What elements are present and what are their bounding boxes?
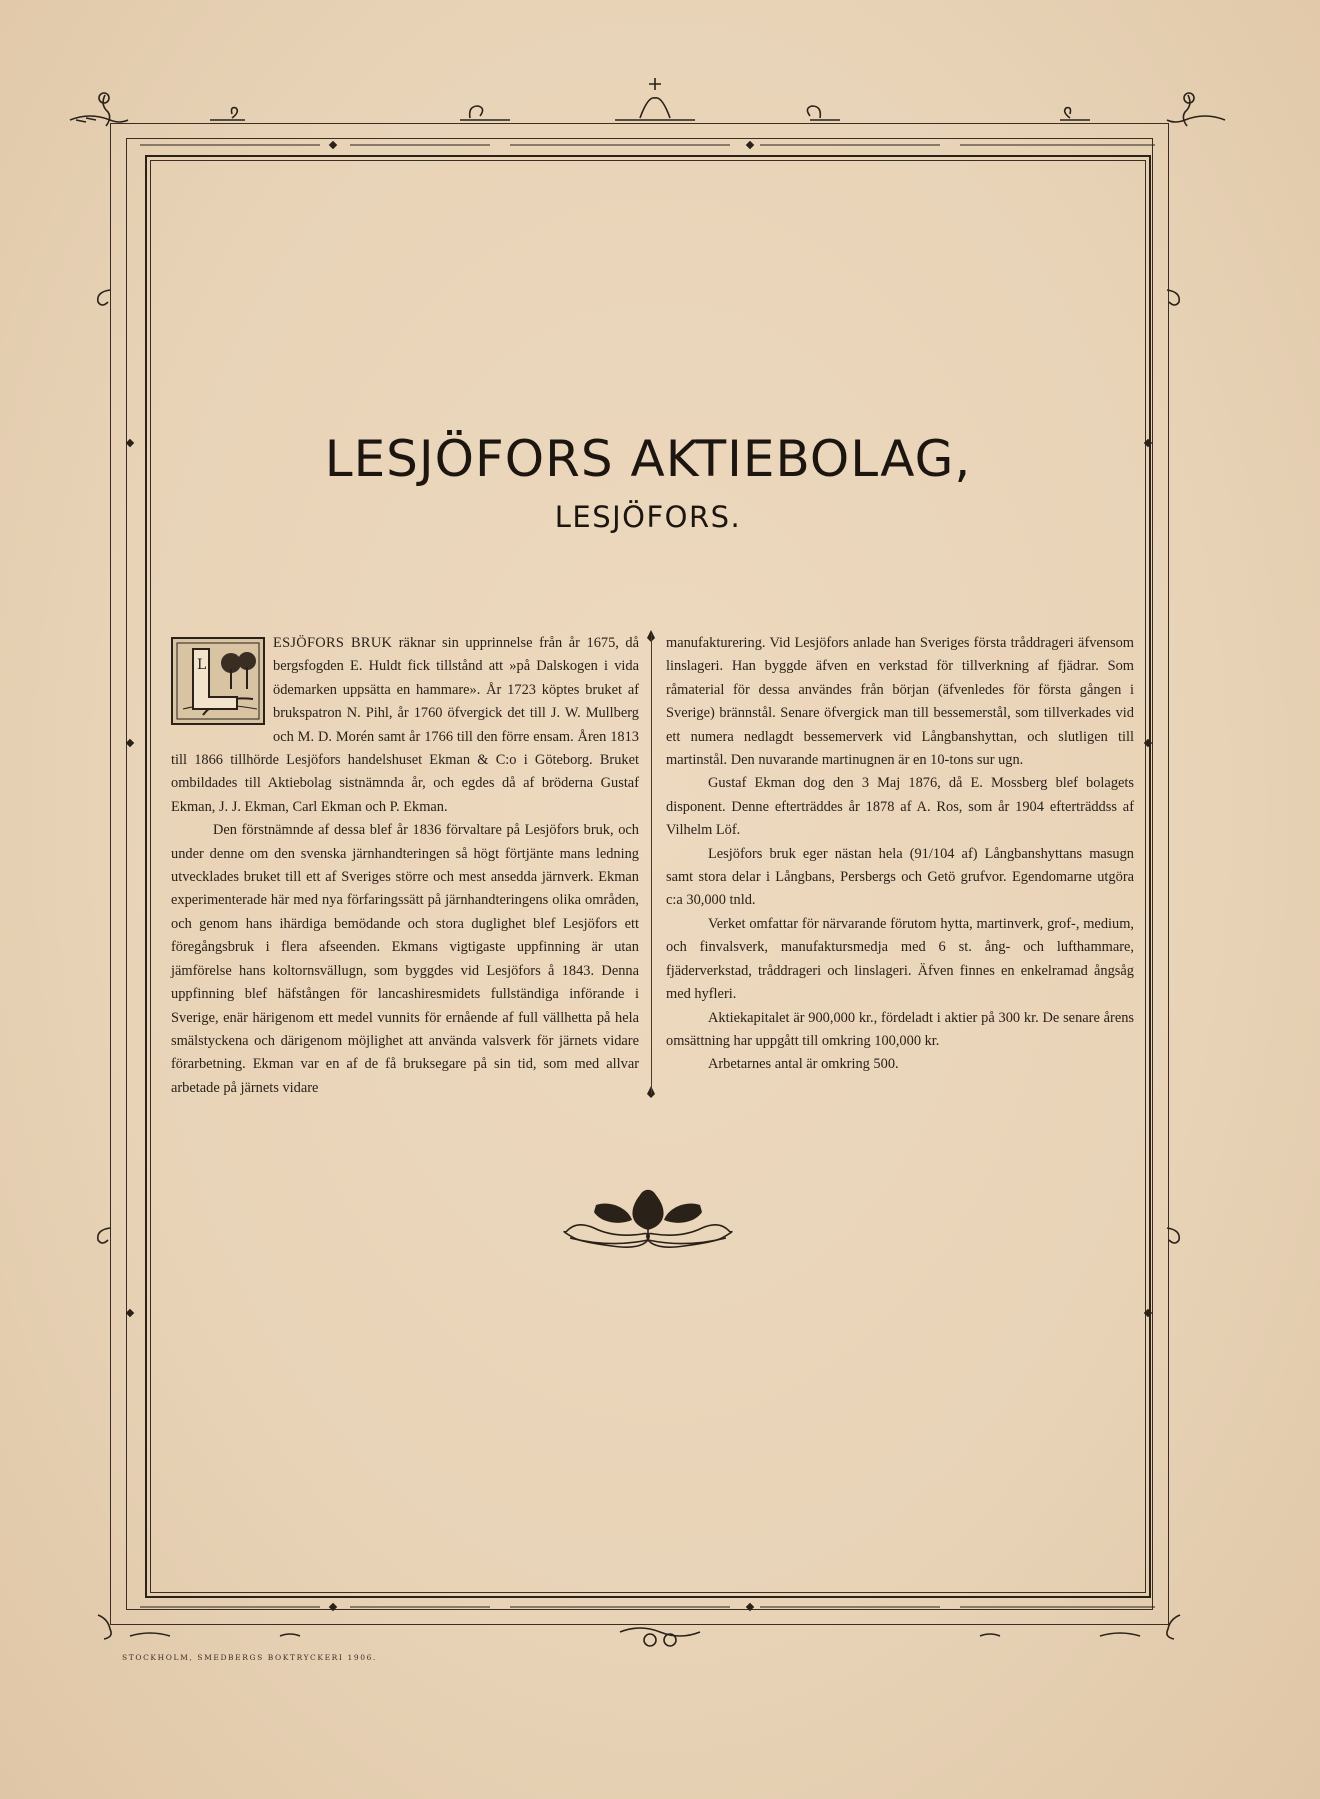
column-divider — [651, 634, 652, 1094]
left-paragraph-2: Den förstnämnde af dessa blef år 1836 förvaltare på Lesjöfors bruk, och under denne om den svenska järnhandteringen så högt förtjänte mans ledning utvecklades bruket till ett af Sveriges större och mest ansedda järnverk. Ekman experimenterade här med nya förfaringssätt på järnhandteringens olika områden, och genom hans ihärdiga bemödande och stora duglighet blef Lesjöfors ett föregångsbruk i flera afseenden. Ekmans vigtigaste uppfinning är utan jämförelse hans koltornsvällugn, som byggdes vid Lesjöfors å 1843. Denna uppfinning blef häfstången för lancashiresmidets fullständiga införande i Sverige, enär härigenom ett medel vunnits för ernående af full vällhetta på hela smälstyckena och därigenom möjlighet att använda valsverk för järnets vidare förarbetning. Ekman var en af de få bruksegare på sin tid, som med allvar arbetade på järnets vidare — [171, 822, 639, 1096]
right-column — [666, 632, 1134, 1077]
right-paragraph-6: Arbetarnes antal är omkring 500. — [708, 1056, 899, 1073]
page-title: LESJÖFORS AKTIEBOLAG, — [324, 430, 972, 488]
page-subtitle: LESJÖFORS. — [554, 500, 742, 534]
left-paragraph-1: ESJÖFORS BRUK räknar sin upprinnelse från år 1675, då bergsfogden E. Huldt fick tillstånd att »på Dalskogen i vida ödemarken uppsätta en hammare». År 1723 köptes bruket af brukspatron N. Pihl, år 1760 öfvergick det till J. W. Mullberg och M. D. Morén samt år 1766 till den förre ensam. Åren 1813 till 1866 tillhörde Lesjöfors handelshuset Ekman & C:o i Göteborg. Bruket ombildades till Aktiebolag sistnämnda år, och egdes då af bröderna Gustaf Ekman, J. J. Ekman, Carl Ekman och P. Ekman. — [171, 635, 639, 815]
corner-flourish-top-right-icon — [1167, 93, 1225, 126]
lead-words: ESJÖFORS BRUK — [273, 635, 393, 651]
left-column — [171, 632, 639, 1100]
corner-flourish-top-left-icon — [70, 93, 128, 126]
top-scroll-icon — [210, 78, 1090, 120]
leaf-ornament-icon — [564, 1190, 732, 1247]
right-paragraph-1: manufakturering. Vid Lesjöfors anlade han Sveriges första tråddrageri äfvensom linslageri. Han byggde äfven en verkstad för tillverkning af fjädrar. Som råmaterial för dessa användes från början (äfvenledes för första gången i Sverige) brännstål. Senare öfvergick man till bessemerstål, som tillverkades vid ett numera nedlagdt bessemerverk vid Långbanshyttan, och slutligen till martinstål. Den nuvarande martinugnen är en 10-tons sur ugn. — [666, 635, 1134, 769]
drop-cap-letter: L — [197, 657, 207, 673]
printer-colophon: STOCKHOLM, SMEDBERGS BOKTRYCKERI 1906. — [122, 1653, 377, 1662]
right-paragraph-4: Verket omfattar för närvarande förutom hytta, martinverk, grof-, medium, och finvalsverk, manufaktursmedja med 6 st. ång- och lufthammare, fjäderverkstad, tråddrageri och linslageri. Äfven finnes en enkelramad ångsåg med hyfleri. — [666, 915, 1134, 1003]
drop-cap-illustration — [171, 637, 265, 725]
right-paragraph-3: Lesjöfors bruk eger nästan hela (91/104 af) Långbanshyttans masugn samt stora delar i Långbans, Persbergs och Getö grufvor. Egendomarne utgöra c:a 30,000 tnld. — [666, 845, 1134, 909]
right-paragraph-2: Gustaf Ekman dog den 3 Maj 1876, då E. Mossberg blef bolagets disponent. Denne efterträddes år 1878 af A. Ros, som år 1904 efterträddss af Vilhelm Löf. — [666, 775, 1134, 839]
right-paragraph-5: Aktiekapitalet är 900,000 kr., fördeladt i aktier på 300 kr. De senare årens omsättning har uppgått till omkring 100,000 kr. — [666, 1009, 1134, 1049]
